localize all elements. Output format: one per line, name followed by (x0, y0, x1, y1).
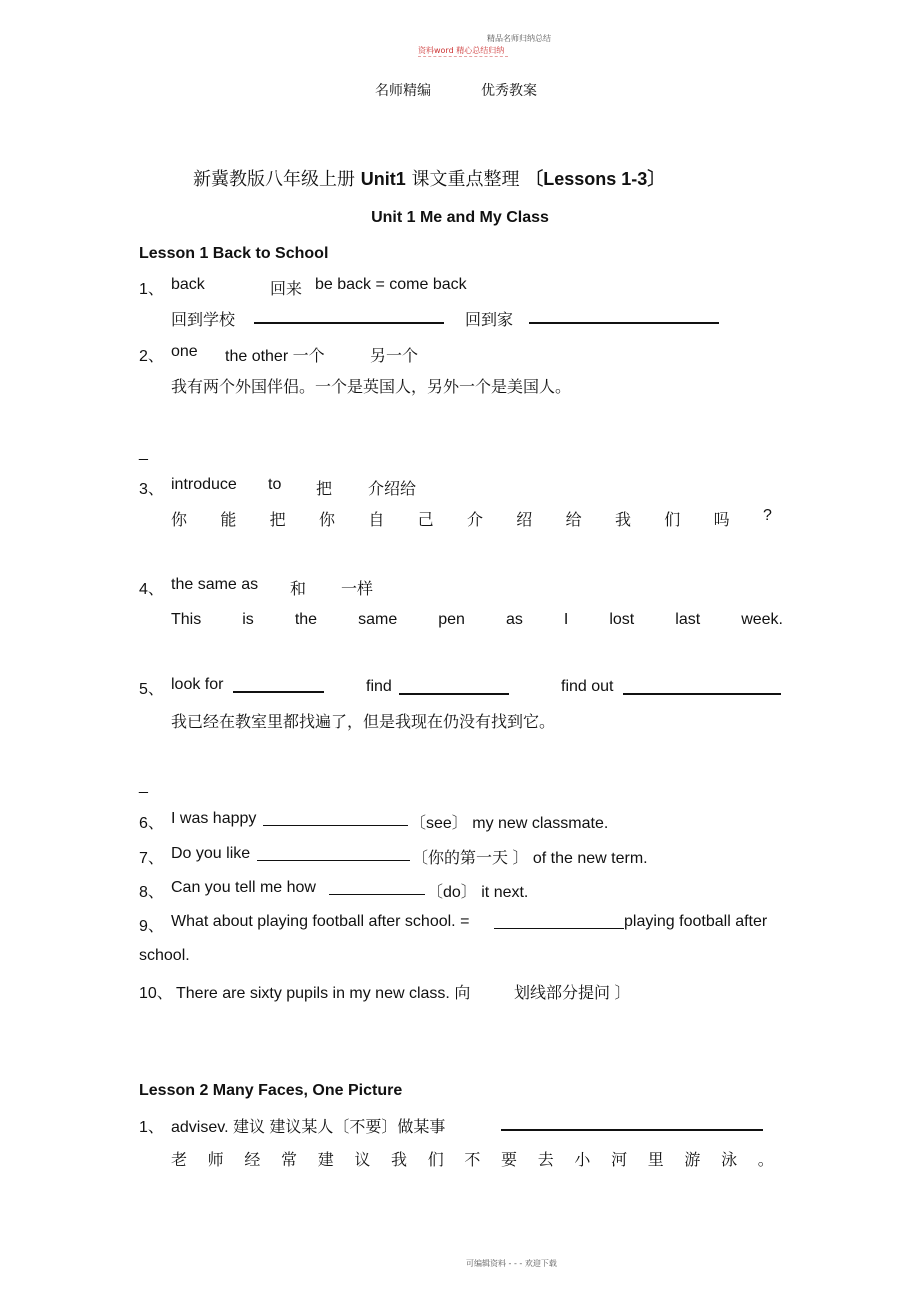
item-text: Do you like (171, 845, 251, 862)
unit-heading: Unit 1 Me and My Class (371, 209, 549, 226)
word: I (563, 611, 569, 628)
title-middle: 课文重点整理 (411, 169, 520, 190)
char: 介 (466, 512, 483, 529)
word: same (358, 611, 398, 628)
item-text: advisev. 建议 建议某人〔不要〕做某事 (171, 1119, 446, 1136)
item-number: 2、 (139, 348, 164, 365)
char: 给 (565, 512, 582, 529)
item-text: 〔see〕 my new classmate. (410, 815, 609, 832)
item-number: 9、 (139, 918, 164, 935)
item-text: Can you tell me how (171, 879, 316, 896)
item-text: There are sixty pupils in my new class. 向 (176, 985, 471, 1002)
word: is (242, 611, 254, 628)
item-text: 回来 (270, 281, 303, 298)
page-title (193, 165, 665, 191)
char: 自 (368, 512, 385, 529)
char: 你 (171, 512, 188, 529)
char: 把 (269, 512, 286, 529)
item-text: the same as (171, 576, 259, 593)
title-prefix: 新冀教版八年级上册 (193, 169, 355, 190)
item-text: 〔do〕 it next. (427, 884, 529, 901)
item-text: look for (171, 676, 224, 693)
item-text: What about playing football after school. = (171, 913, 470, 930)
item-text: I was happy (171, 810, 257, 827)
watermark-divider (418, 56, 508, 57)
char: 老 (171, 1152, 188, 1169)
answer-blank[interactable] (494, 928, 624, 929)
item-sub-sentence (171, 1147, 774, 1170)
header-left: 名师精编 (375, 83, 431, 99)
char: 泳 (721, 1152, 738, 1169)
answer-blank[interactable] (329, 894, 425, 895)
item-text: 和 (290, 581, 307, 598)
item-sub-text: 回到家 (465, 312, 514, 329)
item-text: 把 (316, 481, 333, 498)
char: 河 (611, 1152, 628, 1169)
item-number: 1、 (139, 281, 164, 298)
item-text: 一样 (341, 581, 374, 598)
item-text: 另一个 (370, 348, 419, 365)
footer-note: 可编辑资料 - - - 欢迎下载 (466, 1259, 557, 1268)
word: week. (741, 611, 783, 628)
item-text: introduce (171, 476, 237, 493)
item-text: 〔你的第一天 〕 of the new term. (412, 850, 648, 867)
item-sub-sentence (171, 611, 783, 629)
lesson2-heading: Lesson 2 Many Faces, One Picture (139, 1082, 403, 1099)
char: 们 (664, 512, 681, 529)
item-text: to (268, 476, 282, 493)
char: 。 (757, 1152, 774, 1169)
char: 己 (417, 512, 434, 529)
item-sub-text: 我已经在教室里都找遍了，但是我现在仍没有找到它。 (171, 714, 556, 731)
item-text: be back = come back (315, 276, 467, 293)
header-right: 优秀教案 (481, 83, 537, 99)
item-text: find out (561, 678, 614, 695)
char: 绍 (516, 512, 533, 529)
char: 们 (427, 1152, 444, 1169)
char: 吗 (713, 512, 730, 529)
item-sub-sentence (171, 507, 772, 530)
char: 我 (614, 512, 631, 529)
char: 经 (244, 1152, 261, 1169)
item-number: 7、 (139, 850, 164, 867)
item-text: one (171, 343, 198, 360)
item-number: 8、 (139, 884, 164, 901)
word: pen (438, 611, 465, 628)
item-number: 4、 (139, 581, 164, 598)
word: as (505, 611, 523, 628)
answer-blank[interactable] (257, 860, 410, 861)
title-lessons: 〔Lessons 1-3〕 (525, 169, 666, 189)
answer-mark: _ (139, 777, 148, 794)
item-number: 1、 (139, 1119, 164, 1136)
watermark-line-1: 精品名师归纳总结 (487, 34, 551, 43)
item-text: find (366, 678, 392, 695)
answer-blank[interactable] (254, 322, 444, 324)
item-text: school. (139, 947, 190, 964)
char: 师 (207, 1152, 224, 1169)
item-text: playing football after (624, 913, 768, 930)
char: 建 (317, 1152, 334, 1169)
char: 要 (501, 1152, 518, 1169)
answer-blank[interactable] (623, 693, 781, 695)
answer-blank[interactable] (529, 322, 719, 324)
lesson1-heading: Lesson 1 Back to School (139, 245, 329, 262)
item-number: 3、 (139, 481, 164, 498)
char: 小 (574, 1152, 591, 1169)
item-text: 划线部分提问 〕 (514, 985, 631, 1002)
answer-blank[interactable] (233, 691, 324, 693)
item-sub-text: 回到学校 (171, 312, 236, 329)
char: 去 (537, 1152, 554, 1169)
item-text: the other 一个 (225, 348, 325, 365)
char: 议 (354, 1152, 371, 1169)
item-number: 10、 (139, 985, 173, 1002)
item-number: 6、 (139, 815, 164, 832)
watermark-line-2: 资料word 精心总结归纳 (418, 46, 505, 55)
char: 常 (281, 1152, 298, 1169)
answer-mark: _ (139, 444, 148, 461)
answer-blank[interactable] (399, 693, 509, 695)
char: 不 (464, 1152, 481, 1169)
word: the (294, 611, 318, 628)
char: 你 (318, 512, 335, 529)
answer-blank[interactable] (263, 825, 408, 826)
answer-blank[interactable] (501, 1129, 763, 1131)
title-unit: Unit1 (360, 169, 406, 189)
word: last (675, 611, 701, 628)
word: This (171, 611, 202, 628)
item-number: 5、 (139, 681, 164, 698)
char: 能 (220, 512, 237, 529)
char: 里 (647, 1152, 664, 1169)
char: 我 (391, 1152, 408, 1169)
char: 游 (684, 1152, 701, 1169)
item-text: 介绍给 (368, 481, 417, 498)
char: ? (762, 507, 772, 524)
word: lost (609, 611, 635, 628)
item-sub-text: 我有两个外国伴侣。一个是英国人，另外一个是美国人。 (171, 379, 572, 396)
item-text: back (171, 276, 205, 293)
